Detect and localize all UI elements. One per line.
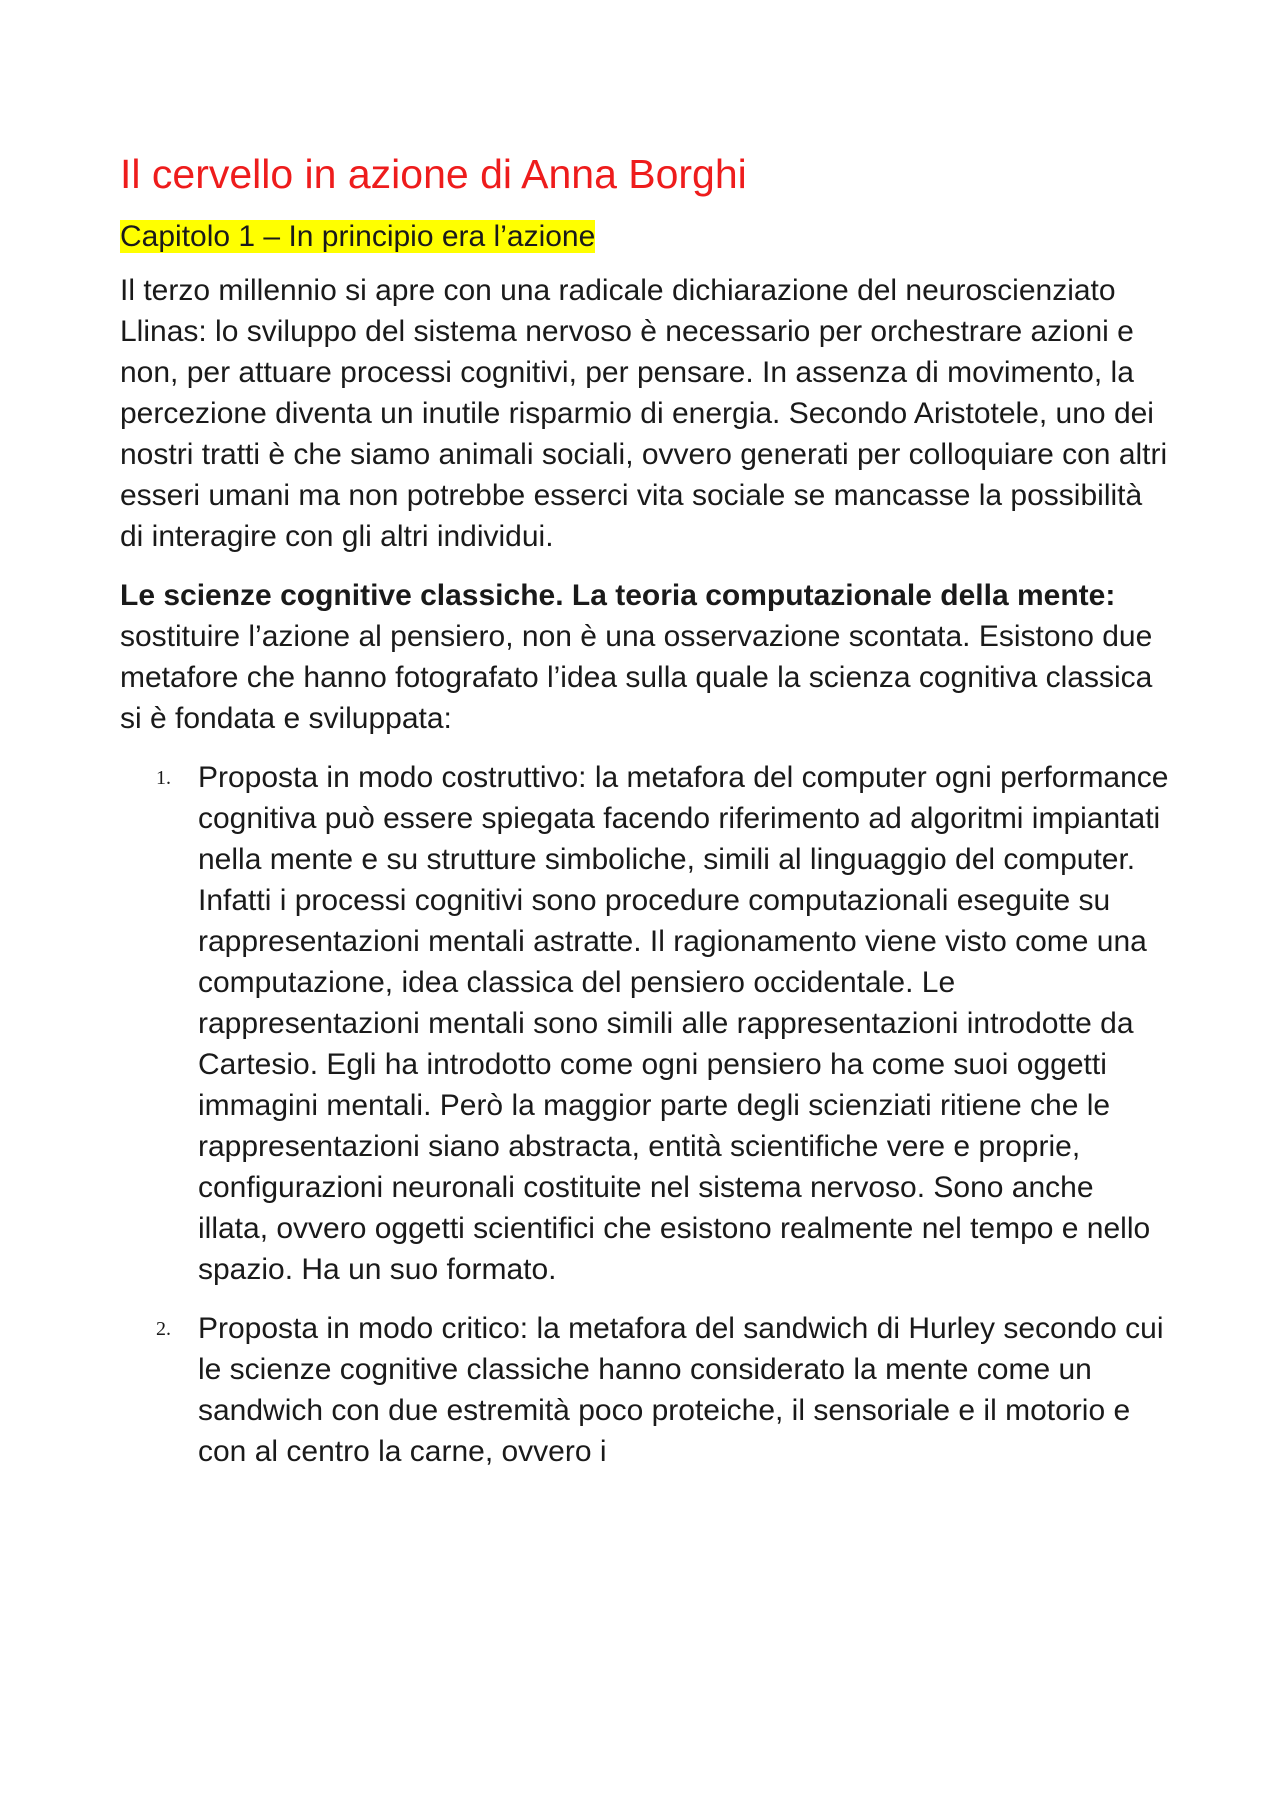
list-item-text: Proposta in modo critico: la metafora del sandwich di Hurley secondo cui le scienze cognitive classiche hanno considerato la mente come un sandwich con due estremità poco proteiche, il sensoriale e il motorio e con al centro la carne, ovvero i (198, 1312, 1164, 1469)
chapter-heading-highlight: Capitolo 1 – In principio era l’azione (120, 220, 596, 254)
section-paragraph (120, 575, 1170, 739)
list-item-number: 1. (156, 767, 171, 790)
list-item-number: 2. (156, 1318, 171, 1341)
chapter-heading (120, 217, 1170, 256)
section-heading: Le scienze cognitive classiche. La teoria computazionale della mente: (120, 579, 1116, 613)
document-title: Il cervello in azione di Anna Borghi (120, 151, 747, 197)
intro-paragraph: Il terzo millennio si apre con una radicale dichiarazione del neuroscienziato Llinas: lo sviluppo del sistema nervoso è necessario per orchestrare azioni e non, per attuare processi cognitivi, per pensare. In assenza di movimento, la percezione diventa un inutile risparmio di energia. Secondo Aristotele, uno dei nostri tratti è che siamo animali sociali, ovvero generati per colloquiare con altri esseri umani ma non potrebbe esserci vita sociale se mancasse la possibilità di interagire con gli altri individui. (120, 274, 1168, 554)
document-page (120, 150, 1170, 1490)
section-text: sostituire l’azione al pensiero, non è una osservazione scontata. Esistono due metafore che hanno fotografato l’idea sulla quale la scienza cognitiva classica si è fondata e sviluppata: (120, 620, 1153, 736)
list-item-text: Proposta in modo costruttivo: la metafora del computer ogni performance cognitiva può essere spiegata facendo riferimento ad algoritmi impiantati nella mente e su strutture simboliche, simili al linguaggio del computer. Infatti i processi cognitivi sono procedure computazionali eseguite su rappresentazioni mentali astratte. Il ragionamento viene visto come una computazione, idea classica del pensiero occidentale. Le rappresentazioni mentali sono simili alle rappresentazioni introdotte da Cartesio. Egli ha introdotto come ogni pensiero ha come suoi oggetti immagini mentali. Però la maggior parte degli scienziati ritiene che le rappresentazioni siano abstracta, entità scientifiche vere e proprie, configurazioni neuronali costituite nel sistema nervoso. Sono anche illata, ovvero oggetti scientifici che esistono realmente nel tempo e nello spazio. Ha un suo formato. (198, 761, 1169, 1287)
list-item (120, 1308, 1170, 1472)
numbered-list (120, 757, 1170, 1472)
list-item (120, 757, 1170, 1290)
